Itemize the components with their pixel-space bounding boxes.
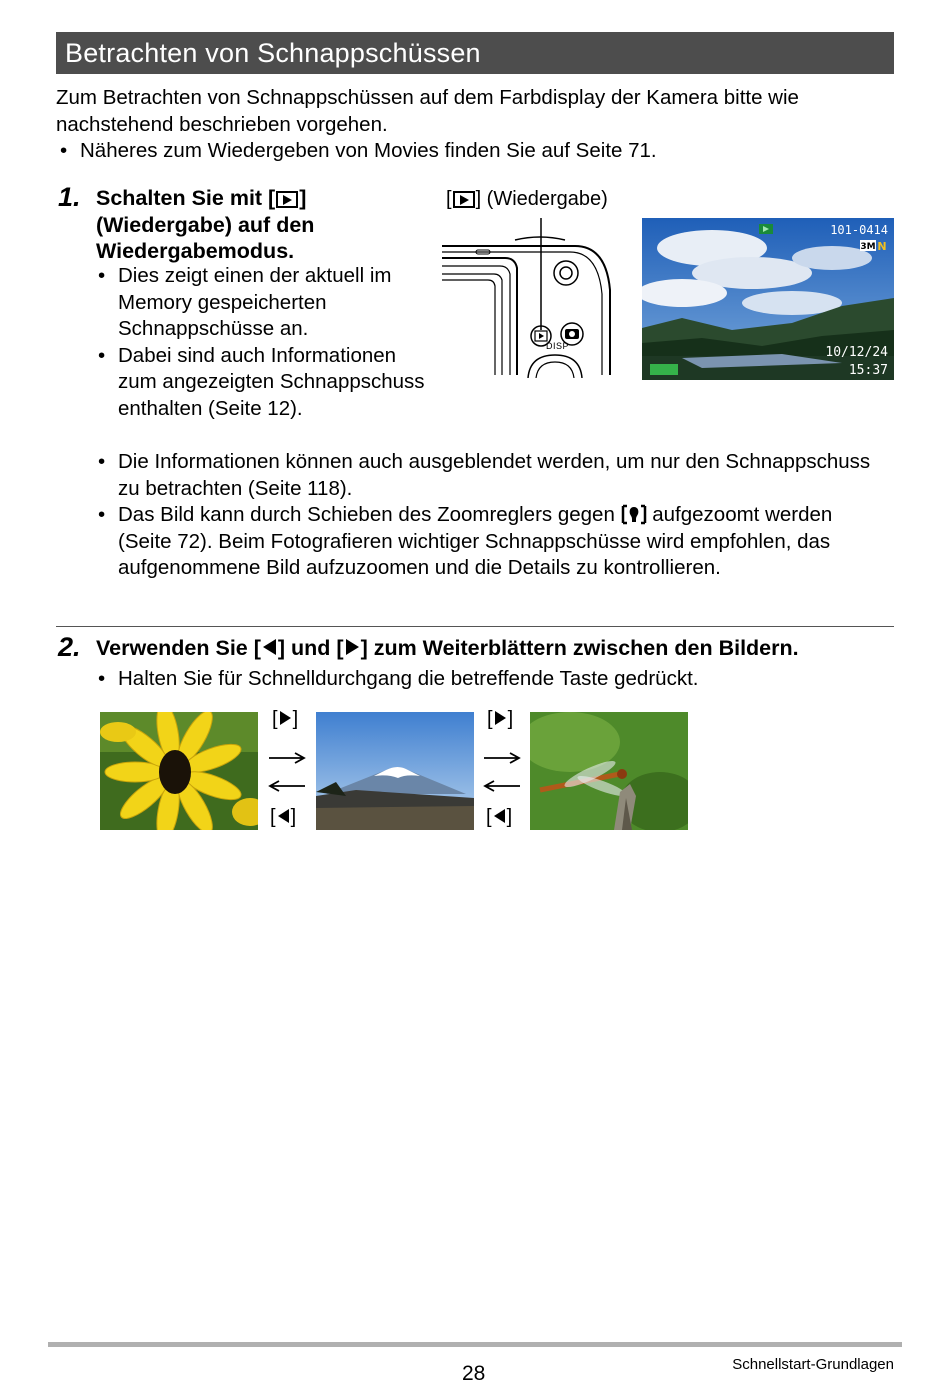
step1-bullet-2: • Dabei sind auch Informationen zum angezeigten Schnappschuss enthalten (Seite 12). <box>98 343 428 423</box>
play-key-icon-label <box>453 191 475 208</box>
step1-bullets-wide <box>98 449 888 582</box>
camera-label: [ ] (Wiedergabe) <box>446 188 608 210</box>
step2-bullet-1: • Halten Sie für Schnelldurchgang die betreffende Taste gedrückt. <box>98 666 888 693</box>
next-icon-1 <box>280 711 291 725</box>
step1-bullet-3: • Die Informationen können auch ausgeblendet werden, um nur den Schnappschuss zu betrachten (Seite 118). <box>98 449 888 502</box>
right-key-icon <box>346 639 359 655</box>
step1-title <box>96 185 356 265</box>
screen-time: 15:37 <box>848 363 888 378</box>
play-key-icon <box>276 191 298 208</box>
prev-icon-2 <box>494 809 505 823</box>
step1-bullets <box>98 263 428 422</box>
zoom-bullet-after: aufgezoomt werden (Seite 72). Beim Fotografieren wichtiger Schnappschüsse wird empfohlen, das aufgenommene Bild aufzuzoomen und die Details zu kontrollieren. <box>118 503 833 579</box>
page-number: 28 <box>462 1362 486 1385</box>
section-divider <box>56 626 894 627</box>
intro-note: • Näheres zum Wiedergeben von Movies finden Sie auf Seite 71. <box>60 138 910 165</box>
screen-quality-label: N <box>877 240 887 253</box>
step2-number: 2. <box>58 632 81 662</box>
footer-rule <box>48 1342 902 1347</box>
step1-bullet-1: • Dies zeigt einen der aktuell im Memory gespeicherten Schnappschüsse an. <box>98 263 428 343</box>
thumbnail-flower <box>100 712 258 830</box>
step1-title-part2: ] (Wiedergabe) auf den Wiedergabemodus. <box>96 186 315 263</box>
nav-next-label-1: [ ] <box>272 708 299 730</box>
nav-prev-label-1: [ ] <box>270 806 297 828</box>
playback-screen-photo <box>642 218 894 385</box>
next-icon-2 <box>495 711 506 725</box>
disp-label: DISP <box>546 341 570 351</box>
footer-section-name: Schnellstart-Grundlagen <box>732 1356 894 1373</box>
nav-prev-label-2: [ ] <box>486 806 513 828</box>
step2-title: Verwenden Sie [ ] und [ ] zum Weiterblättern zwischen den Bildern. <box>96 636 799 660</box>
nav-next-label-2: [ ] <box>487 708 514 730</box>
thumbnail-mountain <box>316 712 474 830</box>
page-title: Betrachten von Schnappschüssen <box>56 32 894 74</box>
step1-number: 1. <box>58 182 81 212</box>
left-key-icon <box>263 639 276 655</box>
thumbnail-dragonfly <box>530 712 688 830</box>
camera-back-diagram <box>440 210 620 383</box>
prev-icon-1 <box>278 809 289 823</box>
step1-title-part1: Schalten Sie mit [ <box>96 186 276 210</box>
screen-date: 10/12/24 <box>825 345 888 360</box>
screen-file-number: 101-0414 <box>830 223 888 237</box>
zoom-bullet-before: Das Bild kann durch Schieben des Zoomreglers gegen <box>118 503 621 526</box>
step1-bullet-4 <box>98 502 888 582</box>
arrow-right-icon-1 <box>268 750 306 799</box>
screen-size-label: 3M <box>860 242 876 252</box>
zoom-tele-icon <box>621 504 647 525</box>
arrow-right-icon-2 <box>483 750 521 799</box>
step2-bullets <box>98 666 888 693</box>
intro-text: Zum Betrachten von Schnappschüssen auf dem Farbdisplay der Kamera bitte wie nachstehend beschrieben vorgehen. <box>56 86 799 136</box>
